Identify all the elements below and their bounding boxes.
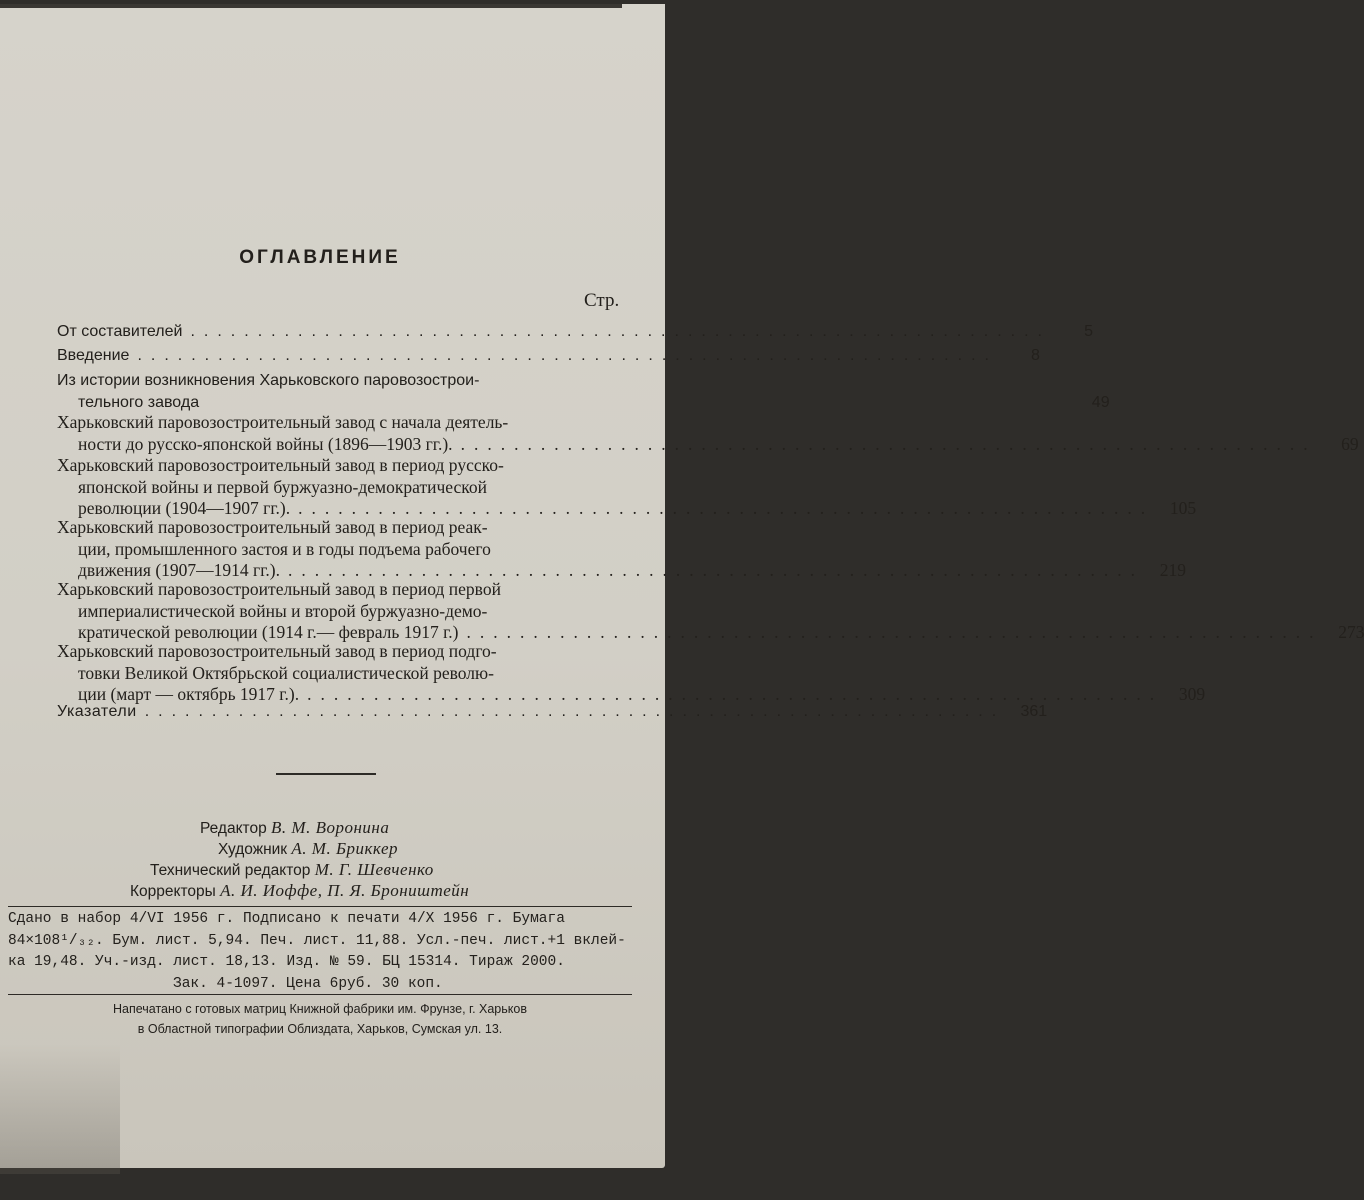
section-divider bbox=[276, 773, 376, 775]
toc-entry-title: движения (1907—1914 гг.). bbox=[78, 560, 280, 580]
toc-entry-line: ции, промышленного застоя и в годы подъема рабочего bbox=[78, 538, 491, 559]
imprint-block bbox=[8, 909, 632, 995]
credit-person: М. Г. Шевченко bbox=[314, 860, 434, 879]
imprint-line: 84×108¹/₃₂. Бум. лист. 5,94. Печ. лист. 11,88. Усл.-печ. лист.+1 вклей- bbox=[8, 932, 626, 949]
credit-role: Корректоры bbox=[130, 883, 216, 900]
toc-entry-introduction[interactable] bbox=[57, 345, 1040, 367]
page-title: ОГЛАВЛЕНИЕ bbox=[239, 247, 401, 268]
toc-entry-title: Указатели bbox=[57, 703, 137, 720]
toc-entry-line: Харьковский паровозостроительный завод в период реак- bbox=[57, 517, 488, 537]
leader-dots: ................................................................ bbox=[307, 684, 1164, 704]
leader-dots: ................................................................ bbox=[466, 622, 1323, 642]
toc-entry-1907-1914[interactable] bbox=[57, 517, 1186, 582]
toc-entry-line: Харьковский паровозостроительный завод с начала деятель- bbox=[57, 412, 509, 432]
toc-entry-line: Из истории возникновения Харьковского паровозострои- bbox=[57, 372, 480, 389]
toc-entry-1904-1907[interactable] bbox=[57, 455, 1197, 520]
leader-dots: ................................................................ bbox=[190, 323, 1051, 340]
printer-note bbox=[8, 999, 632, 1039]
imprint-top-rule bbox=[8, 906, 632, 907]
credit-role: Технический редактор bbox=[150, 862, 311, 879]
page-curl-shadow bbox=[0, 1044, 120, 1174]
toc-entry-line: империалистической войны и второй буржуазно-демо- bbox=[78, 600, 488, 621]
toc-entry-page: 5 bbox=[1084, 323, 1093, 340]
toc-entry-title: От составителей bbox=[57, 323, 183, 340]
imprint-line: ка 19,48. Уч.-изд. лист. 18,13. Изд. № 59. БЦ 15314. Тираж 2000. bbox=[8, 954, 565, 970]
toc-entry-title: кратической революции (1914 г.— февраль 1917 г.) bbox=[78, 622, 459, 642]
credit-person: В. М. Воронина bbox=[271, 818, 390, 837]
toc-entry-title: Введение bbox=[57, 347, 130, 364]
toc-entry-line: Харьковский паровозостроительный завод в период русско- bbox=[57, 455, 504, 475]
toc-entry-indexes[interactable] bbox=[57, 701, 1048, 723]
leader-dots bbox=[207, 392, 1068, 414]
toc-entry-page: 361 bbox=[1020, 703, 1048, 720]
toc-entry-line: товки Великой Октябрьской социалистической револю- bbox=[78, 662, 494, 683]
credit-role: Художник bbox=[218, 841, 288, 858]
credit-editor bbox=[200, 817, 389, 839]
leader-dots: ................................................................ bbox=[287, 560, 1144, 580]
leader-dots: ................................................................ bbox=[144, 703, 1006, 720]
credit-proofreaders bbox=[130, 880, 469, 902]
toc-entry-1917[interactable] bbox=[57, 641, 1206, 706]
toc-entry-page: 273 bbox=[1338, 622, 1364, 642]
credit-person: А. И. Иоффе, П. Я. Броништейн bbox=[220, 881, 470, 900]
toc-entry-line: Харьковский паровозостроительный завод в период подго- bbox=[57, 641, 497, 661]
credit-person: А. М. Бриккер bbox=[291, 839, 399, 858]
imprint-line: Зак. 4-1097. Цена 6руб. 30 коп. bbox=[173, 975, 443, 992]
toc-entry-from-compilers[interactable] bbox=[57, 321, 1093, 343]
printer-line: в Областной типографии Облиздата, Харьков, Сумская ул. 13. bbox=[137, 1022, 503, 1036]
leader-dots: ................................................................ bbox=[298, 498, 1155, 518]
credit-artist bbox=[218, 838, 398, 860]
credit-tech-editor bbox=[150, 859, 434, 881]
credit-role: Редактор bbox=[200, 820, 267, 837]
toc-entry-page: 69 bbox=[1341, 433, 1359, 454]
toc-entry-line: Харьковский паровозостроительный завод в период первой bbox=[57, 579, 501, 599]
leader-dots: ................................................................ bbox=[137, 347, 998, 364]
toc-entry-1914-1917[interactable] bbox=[57, 579, 1364, 644]
leader-dots: ................................................................ bbox=[460, 433, 1317, 454]
toc-entry-title: революции (1904—1907 гг.). bbox=[78, 498, 291, 518]
printer-line: Напечатано с готовых матриц Книжной фабрики им. Фрунзе, г. Харьков bbox=[113, 1002, 527, 1016]
toc-entry-title: ности до русско-японской войны (1896—1903 гг.). bbox=[78, 433, 453, 454]
book-page bbox=[0, 4, 1364, 1168]
toc-entry-origin-history[interactable] bbox=[57, 370, 1110, 413]
imprint-bottom-rule bbox=[8, 994, 632, 995]
page-column-label: Стр. bbox=[584, 290, 620, 311]
toc-entry-page: 309 bbox=[1178, 684, 1206, 704]
table-of-contents bbox=[0, 4, 1364, 744]
toc-entry-page: 8 bbox=[1031, 347, 1040, 364]
toc-entry-page: 49 bbox=[1091, 393, 1110, 411]
toc-entry-1896-1903[interactable] bbox=[57, 412, 1359, 455]
toc-entry-title: тельного завода bbox=[78, 393, 200, 411]
imprint-line: Сдано в набор 4/VI 1956 г. Подписано к печати 4/X 1956 г. Бумага bbox=[8, 911, 565, 927]
toc-entry-page: 105 bbox=[1169, 498, 1197, 518]
toc-entry-title: ции (март — октябрь 1917 г.). bbox=[78, 684, 300, 704]
toc-entry-page: 219 bbox=[1159, 560, 1186, 580]
toc-entry-line: японской войны и первой буржуазно-демократической bbox=[78, 476, 487, 497]
